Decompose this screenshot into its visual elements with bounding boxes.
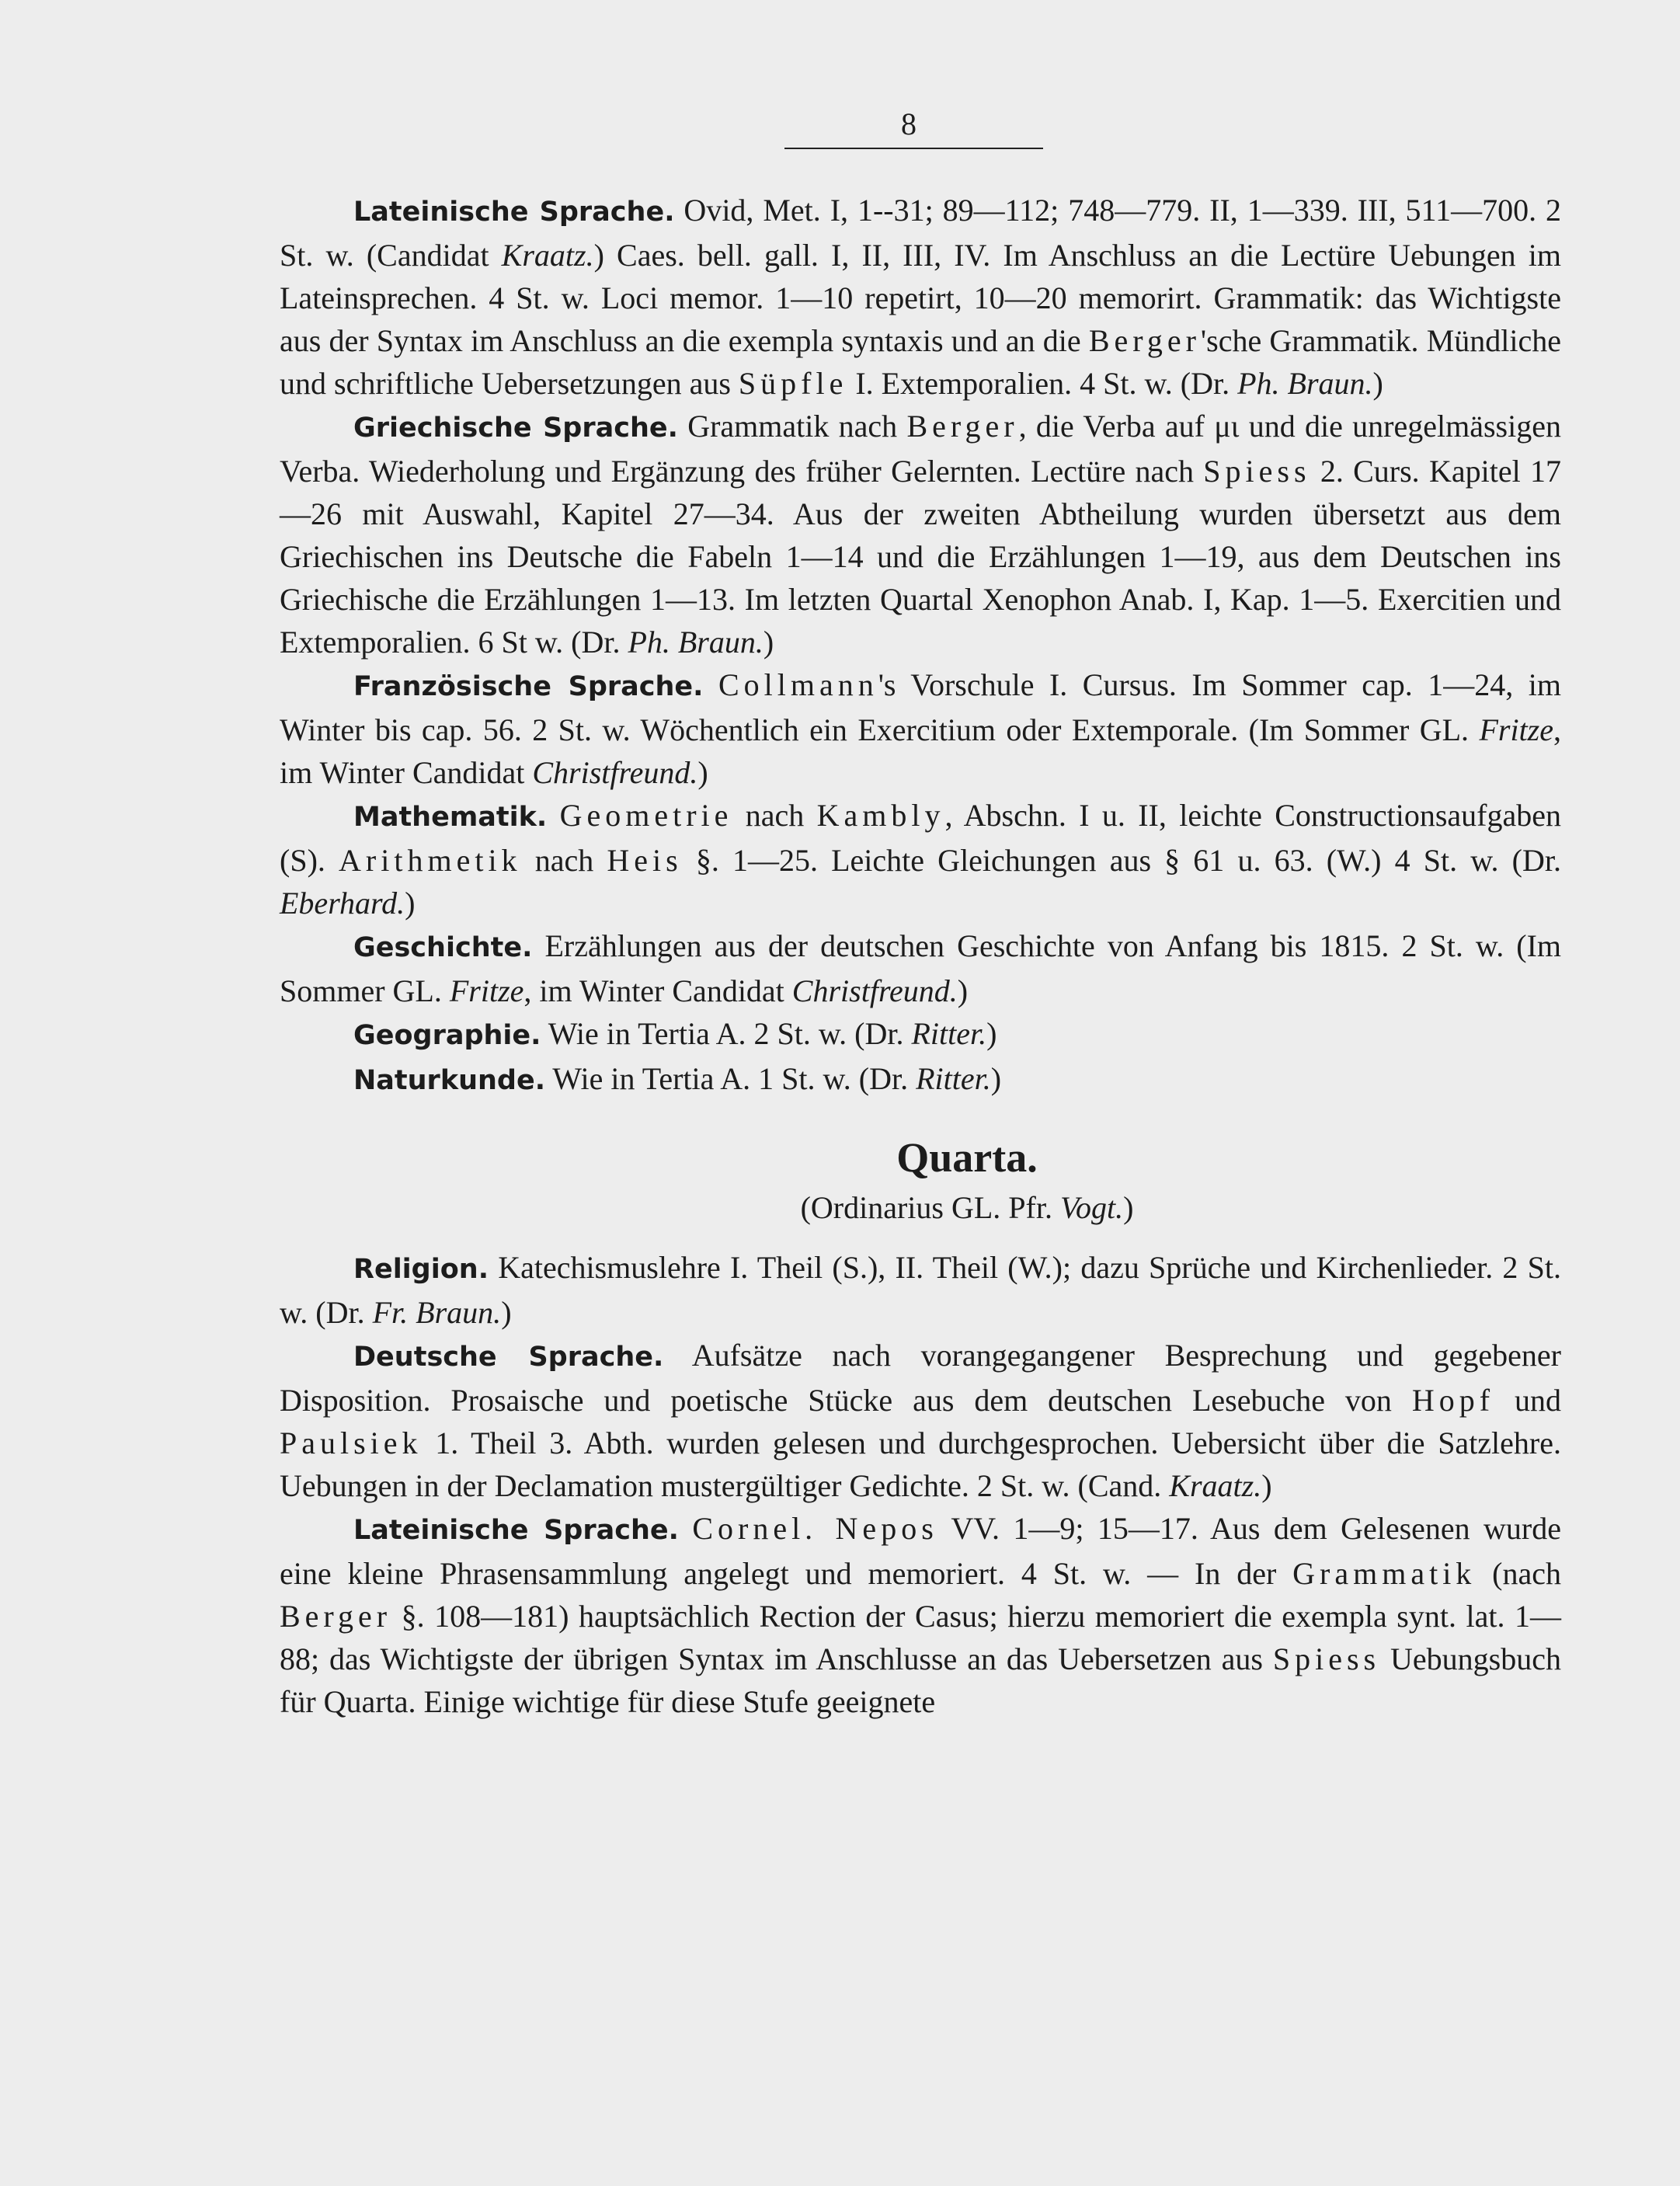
text-run: Uebungsbuch für Quarta. Einige wichtige für diese Stufe geeignete — [280, 1641, 1561, 1719]
paragraph — [280, 1334, 1561, 1507]
text-run: ) — [986, 1016, 997, 1051]
text-run: Katechismuslehre I. Theil (S.), II. Theil (W.); dazu Sprüche und Kirchenlieder. 2 St. w. (Dr. — [280, 1250, 1561, 1330]
paragraph — [280, 1246, 1561, 1334]
text-run: §. 108—181) hauptsächlich Rection der Casus; hierzu memoriert die exempla synt. lat. 1—88; das Wichtigste der übrigen Syntax im Anschlusse an das Uebersetzen aus — [280, 1599, 1561, 1676]
text-run: Wie in Tertia A. 1 St. w. (Dr. — [545, 1061, 917, 1096]
person-name: Fr. Braun. — [372, 1295, 502, 1330]
text-run: ) — [501, 1295, 512, 1330]
text-run: 2. Curs. Kapitel 17—26 mit Auswahl, Kapitel 27—34. Aus der zweiten Abtheilung wurden übersetzt aus dem Griechischen ins Deutsche die Fabeln 1—14 und die Erzählungen 1—19, aus dem Deutschen ins Griechische die Erzählungen 1—13. Im letzten Quartal Xenophon Anab. I, Kap. 1—5. Exercitien und Extemporalien. 6 St w. (Dr. — [280, 454, 1561, 660]
page-number: 8 — [901, 106, 917, 141]
text-run: nach — [732, 798, 817, 833]
subject-heading: Geographie. — [353, 1020, 541, 1051]
subject-heading: Lateinische Sprache. — [353, 1515, 679, 1546]
person-name: Kraatz. — [1169, 1468, 1262, 1503]
text-run: nach — [521, 843, 607, 878]
person-name: Christfreund. — [791, 973, 958, 1008]
spaced-term: Hopf — [1411, 1383, 1495, 1418]
text-run: , im Winter Candidat — [523, 973, 792, 1008]
text-run: ) Caes. bell. gall. I, II, III, IV. Im Anschluss an die Lectüre Uebungen im Lateinsprechen. 4 St. w. Loci memor. 1—10 repetirt, 10—20 memorirt. Grammatik: das Wichtigste aus der Syntax im Anschluss an die exempla syntaxis und an die — [280, 238, 1561, 358]
person-name: Ritter. — [911, 1016, 987, 1051]
subject-heading: Griechische Sprache. — [353, 412, 678, 444]
text-run: ) — [1372, 366, 1383, 401]
text-run: Ovid, Met. I, 1--31; 89—112; 748—779. II, 1—339. III, 511—700. 2 St. w. (Candidat — [280, 193, 1561, 273]
paragraph — [280, 1057, 1561, 1102]
spaced-term: Grammatik — [1292, 1556, 1477, 1591]
document-body — [280, 189, 1561, 1723]
spaced-term: Paulsiek — [280, 1425, 423, 1460]
subject-heading: Lateinische Sprache. — [353, 197, 675, 228]
text-run: §. 1—25. Leichte Gleichungen aus § 61 u. 63. (W.) 4 St. w. (Dr. — [682, 843, 1561, 878]
paragraph — [280, 1507, 1561, 1723]
spaced-term: Spiess — [1203, 454, 1311, 489]
spaced-term: Spiess — [1272, 1641, 1381, 1676]
paragraph — [280, 924, 1561, 1012]
spaced-term: Collmann — [718, 667, 878, 702]
text-run: und — [1494, 1383, 1562, 1418]
section-title: Quarta. — [896, 1134, 1038, 1181]
section-sub-prefix: (Ordinarius GL. Pfr. — [800, 1190, 1060, 1225]
text-run: ) — [1261, 1468, 1272, 1503]
text-run — [679, 1511, 692, 1546]
text-run: Erzählungen aus der deutschen Geschichte von Anfang bis 1815. 2 St. w. (Im Sommer GL. — [280, 928, 1561, 1008]
text-run: ) — [697, 755, 708, 790]
top-section — [280, 189, 1561, 1102]
section-subtitle — [280, 1186, 1561, 1229]
person-name: Eberhard. — [280, 886, 405, 921]
text-run: 1. Theil 3. Abth. wurden gelesen und durchgesprochen. Uebersicht über die Satzlehre. Uebungen in der Declamation mustergültiger Gedichte. 2 St. w. (Cand. — [280, 1425, 1561, 1503]
person-name: Christfreund. — [532, 755, 698, 790]
spaced-term: Berger — [906, 409, 1019, 444]
page-number-rule — [784, 148, 1043, 149]
text-run: ) — [990, 1061, 1002, 1096]
text-run: 'sche Grammatik. Mündliche und schriftliche Uebersetzungen aus — [280, 323, 1562, 401]
text-run: Grammatik nach — [677, 409, 907, 444]
spaced-term: Kambly — [816, 798, 945, 833]
subject-heading: Religion. — [353, 1254, 489, 1285]
text-run: , die Verba auf μι und die unregelmässigen Verba. Wiederholung und Ergänzung des früher Gelernten. Lectüre nach — [280, 409, 1561, 489]
spaced-term: Süpfle — [738, 366, 848, 401]
bottom-section — [280, 1246, 1561, 1723]
text-run: (nach — [1476, 1556, 1562, 1591]
text-run: Aufsätze nach vorangegangener Besprechung und gegebener Disposition. Prosaische und poetische Stücke aus dem deutschen Lesebuche von — [280, 1338, 1561, 1418]
person-name: Fritze — [1479, 712, 1553, 747]
paragraph — [280, 794, 1561, 924]
spaced-term: Cornel. Nepos — [692, 1511, 938, 1546]
text-run: Wie in Tertia A. 2 St. w. (Dr. — [541, 1016, 912, 1051]
subject-heading: Französische Sprache. — [353, 671, 704, 702]
text-run: , im Winter Candidat — [280, 712, 1561, 790]
paragraph — [280, 1012, 1561, 1057]
text-run: ) — [763, 625, 774, 660]
spaced-term: Berger — [1088, 323, 1201, 358]
subject-heading: Geschichte. — [353, 932, 533, 963]
person-name: Kraatz. — [501, 238, 594, 273]
spaced-term: Arithmetik — [339, 843, 522, 878]
spaced-term: Heis — [607, 843, 683, 878]
text-run: ) — [957, 973, 969, 1008]
person-name: Ph. Braun. — [628, 625, 763, 660]
spaced-term: Geometrie — [559, 798, 733, 833]
text-run: , Abschn. I u. II, leichte Constructionsaufgaben (S). — [280, 798, 1561, 878]
paragraph — [280, 189, 1561, 405]
person-name: Ph. Braun. — [1237, 366, 1373, 401]
section-sub-suffix: ) — [1123, 1190, 1134, 1225]
person-name: Ritter. — [916, 1061, 991, 1096]
subject-heading: Deutsche Sprache. — [353, 1342, 664, 1373]
text-run: 's Vorschule I. Cursus. Im Sommer cap. 1—24, im Winter bis cap. 56. 2 St. w. Wöchentlich ein Exercitium oder Extemporale. (Im Sommer GL. — [280, 667, 1561, 747]
paragraph — [280, 663, 1561, 794]
spaced-term: Berger — [280, 1599, 392, 1634]
text-run — [703, 667, 718, 702]
subject-heading: Naturkunde. — [353, 1065, 546, 1096]
ordinarius-name: Vogt. — [1059, 1190, 1124, 1225]
person-name: Fritze — [449, 973, 524, 1008]
text-run — [547, 798, 559, 833]
text-run: I. Extemporalien. 4 St. w. (Dr. — [847, 366, 1238, 401]
paragraph — [280, 405, 1561, 663]
subject-heading: Mathematik. — [353, 802, 548, 833]
text-run: ) — [405, 886, 416, 921]
text-run: VV. 1—9; 15—17. Aus dem Gelesenen wurde eine kleine Phrasensammlung angelegt und memoriert. 4 St. w. — In der — [280, 1511, 1562, 1591]
